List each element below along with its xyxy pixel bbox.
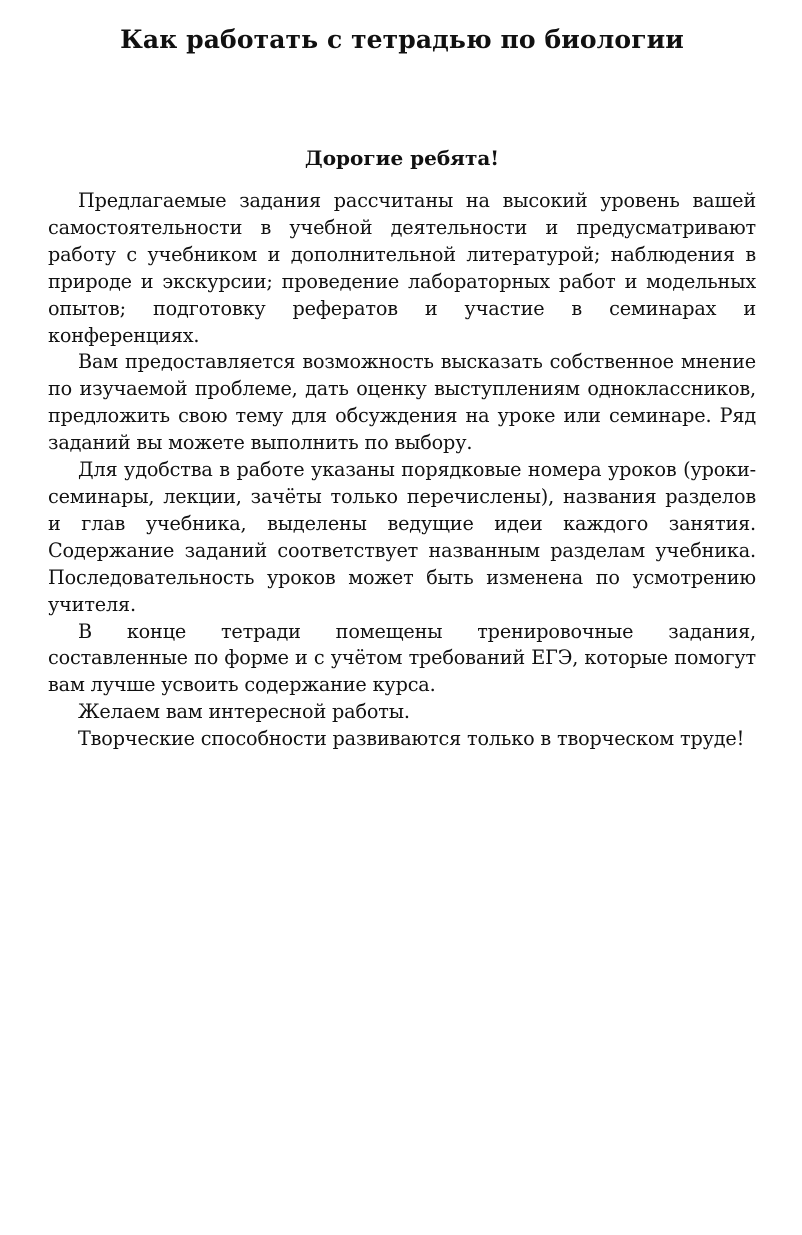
page-title: Как работать с тетрадью по биологии xyxy=(120,25,684,54)
paragraph-1: Предлагаемые задания рассчитаны на высокий уровень вашей самостоятельности в учебной деятельности и предусматривают работу с учебником и дополнительной литературой; наблюдения в природе и экскурсии; проведение лабораторных работ и модельных опытов; подготовку рефератов и участие в семинарах и конференциях. xyxy=(48,189,756,347)
paragraph-6: Творческие способности развиваются только в творческом труде! xyxy=(78,727,745,751)
greeting-heading: Дорогие ребята! xyxy=(304,146,500,170)
paragraph-4: В конце тетради помещены тренировочные задания, составленные по форме и с учётом требований ЕГЭ, которые помогут вам лучше усвоить содержание курса. xyxy=(48,619,756,697)
paragraph-5: Желаем вам интересной работы. xyxy=(78,700,410,724)
paragraph-2: Вам предоставляется возможность высказать собственное мнение по изучаемой проблеме, дать оценку выступлениям одноклассников, предложить свою тему для обсуждения на уроке или семинаре. Ряд заданий вы можете выполнить по выбору. xyxy=(48,350,756,455)
page-content xyxy=(48,18,756,753)
paragraph-3: Для удобства в работе указаны порядковые номера уроков (уроки-семинары, лекции, зачёты только перечислены), названия разделов и глав учебника, выделены ведущие идеи каждого занятия. Содержание заданий соответствует названным разделам учебника. Последовательность уроков может быть изменена по усмотрению учителя. xyxy=(48,458,756,616)
